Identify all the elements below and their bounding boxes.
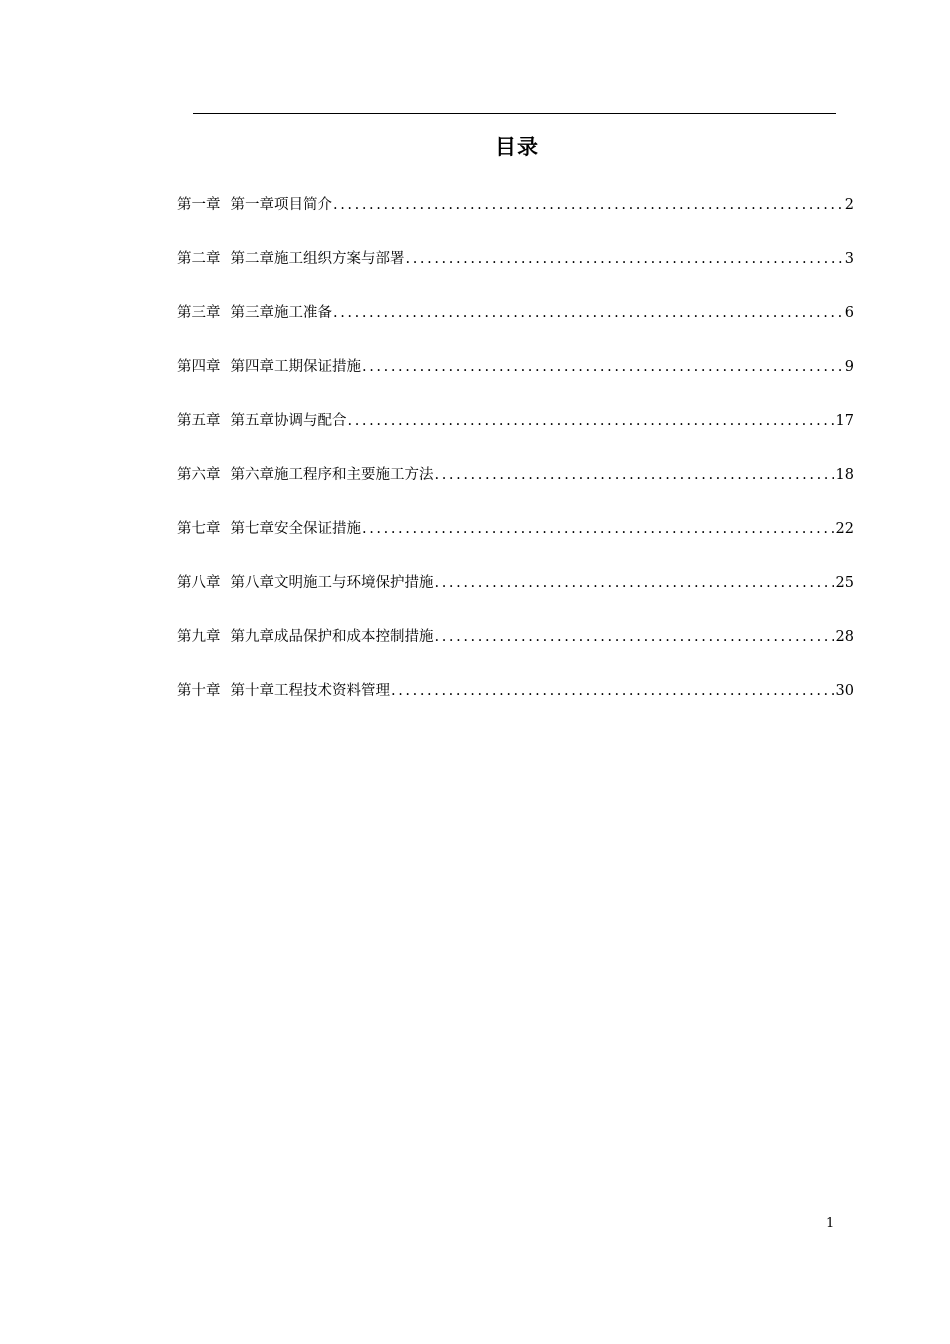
toc-entry-title: 第六章施工程序和主要施工方法 (230, 467, 434, 483)
toc-page-number: 28 (835, 629, 854, 645)
toc-entry[interactable] (177, 408, 854, 462)
toc-entry[interactable] (177, 192, 854, 246)
toc-dot-leader (362, 354, 843, 380)
toc-chapter-label: 第四章 (177, 359, 221, 375)
toc-page-number: 25 (835, 575, 854, 591)
toc-entry-title: 第二章施工组织方案与部署 (230, 251, 405, 267)
toc-chapter-label: 第九章 (177, 629, 221, 645)
toc-page-number: 3 (844, 251, 854, 267)
toc-entry-title: 第三章施工准备 (230, 305, 332, 321)
toc-dot-leader (333, 192, 843, 218)
toc-entry-title: 第八章文明施工与环境保护措施 (230, 575, 434, 591)
toc-page-number: 18 (835, 467, 854, 483)
toc-chapter-label: 第三章 (177, 305, 221, 321)
toc-entry[interactable] (177, 570, 854, 624)
toc-entry[interactable] (177, 516, 854, 570)
toc-dot-leader (435, 570, 834, 596)
toc-entry-title: 第五章协调与配合 (230, 413, 347, 429)
toc-chapter-label: 第六章 (177, 467, 221, 483)
toc-entry[interactable] (177, 462, 854, 516)
toc-chapter-label: 第一章 (177, 197, 221, 213)
toc-entry-title: 第一章项目简介 (230, 197, 332, 213)
toc-title: 目录 (495, 135, 539, 159)
toc-entry-title: 第七章安全保证措施 (230, 521, 361, 537)
toc-dot-leader (391, 678, 834, 704)
toc-entry-title: 第九章成品保护和成本控制措施 (230, 629, 434, 645)
page-number: 1 (826, 1216, 835, 1231)
toc-chapter-label: 第七章 (177, 521, 221, 537)
toc-entry[interactable] (177, 678, 854, 732)
toc-entry[interactable] (177, 354, 854, 408)
toc-chapter-label: 第十章 (177, 683, 221, 699)
header-rule (193, 113, 836, 114)
toc-chapter-label: 第二章 (177, 251, 221, 267)
toc-page-number: 17 (835, 413, 854, 429)
toc-dot-leader (333, 300, 843, 326)
toc-dot-leader (435, 462, 834, 488)
toc-entry-title: 第十章工程技术资料管理 (230, 683, 390, 699)
toc-list (177, 192, 854, 732)
toc-entry[interactable] (177, 624, 854, 678)
toc-chapter-label: 第八章 (177, 575, 221, 591)
toc-page-number: 2 (844, 197, 854, 213)
toc-entry[interactable] (177, 246, 854, 300)
toc-page-number: 6 (844, 305, 854, 321)
toc-chapter-label: 第五章 (177, 413, 221, 429)
toc-dot-leader (348, 408, 834, 434)
toc-entry-title: 第四章工期保证措施 (230, 359, 361, 375)
toc-dot-leader (362, 516, 834, 542)
toc-dot-leader (435, 624, 834, 650)
toc-dot-leader (406, 246, 843, 272)
toc-page-number: 9 (844, 359, 854, 375)
toc-page-number: 22 (835, 521, 854, 537)
toc-entry[interactable] (177, 300, 854, 354)
toc-page-number: 30 (835, 683, 854, 699)
